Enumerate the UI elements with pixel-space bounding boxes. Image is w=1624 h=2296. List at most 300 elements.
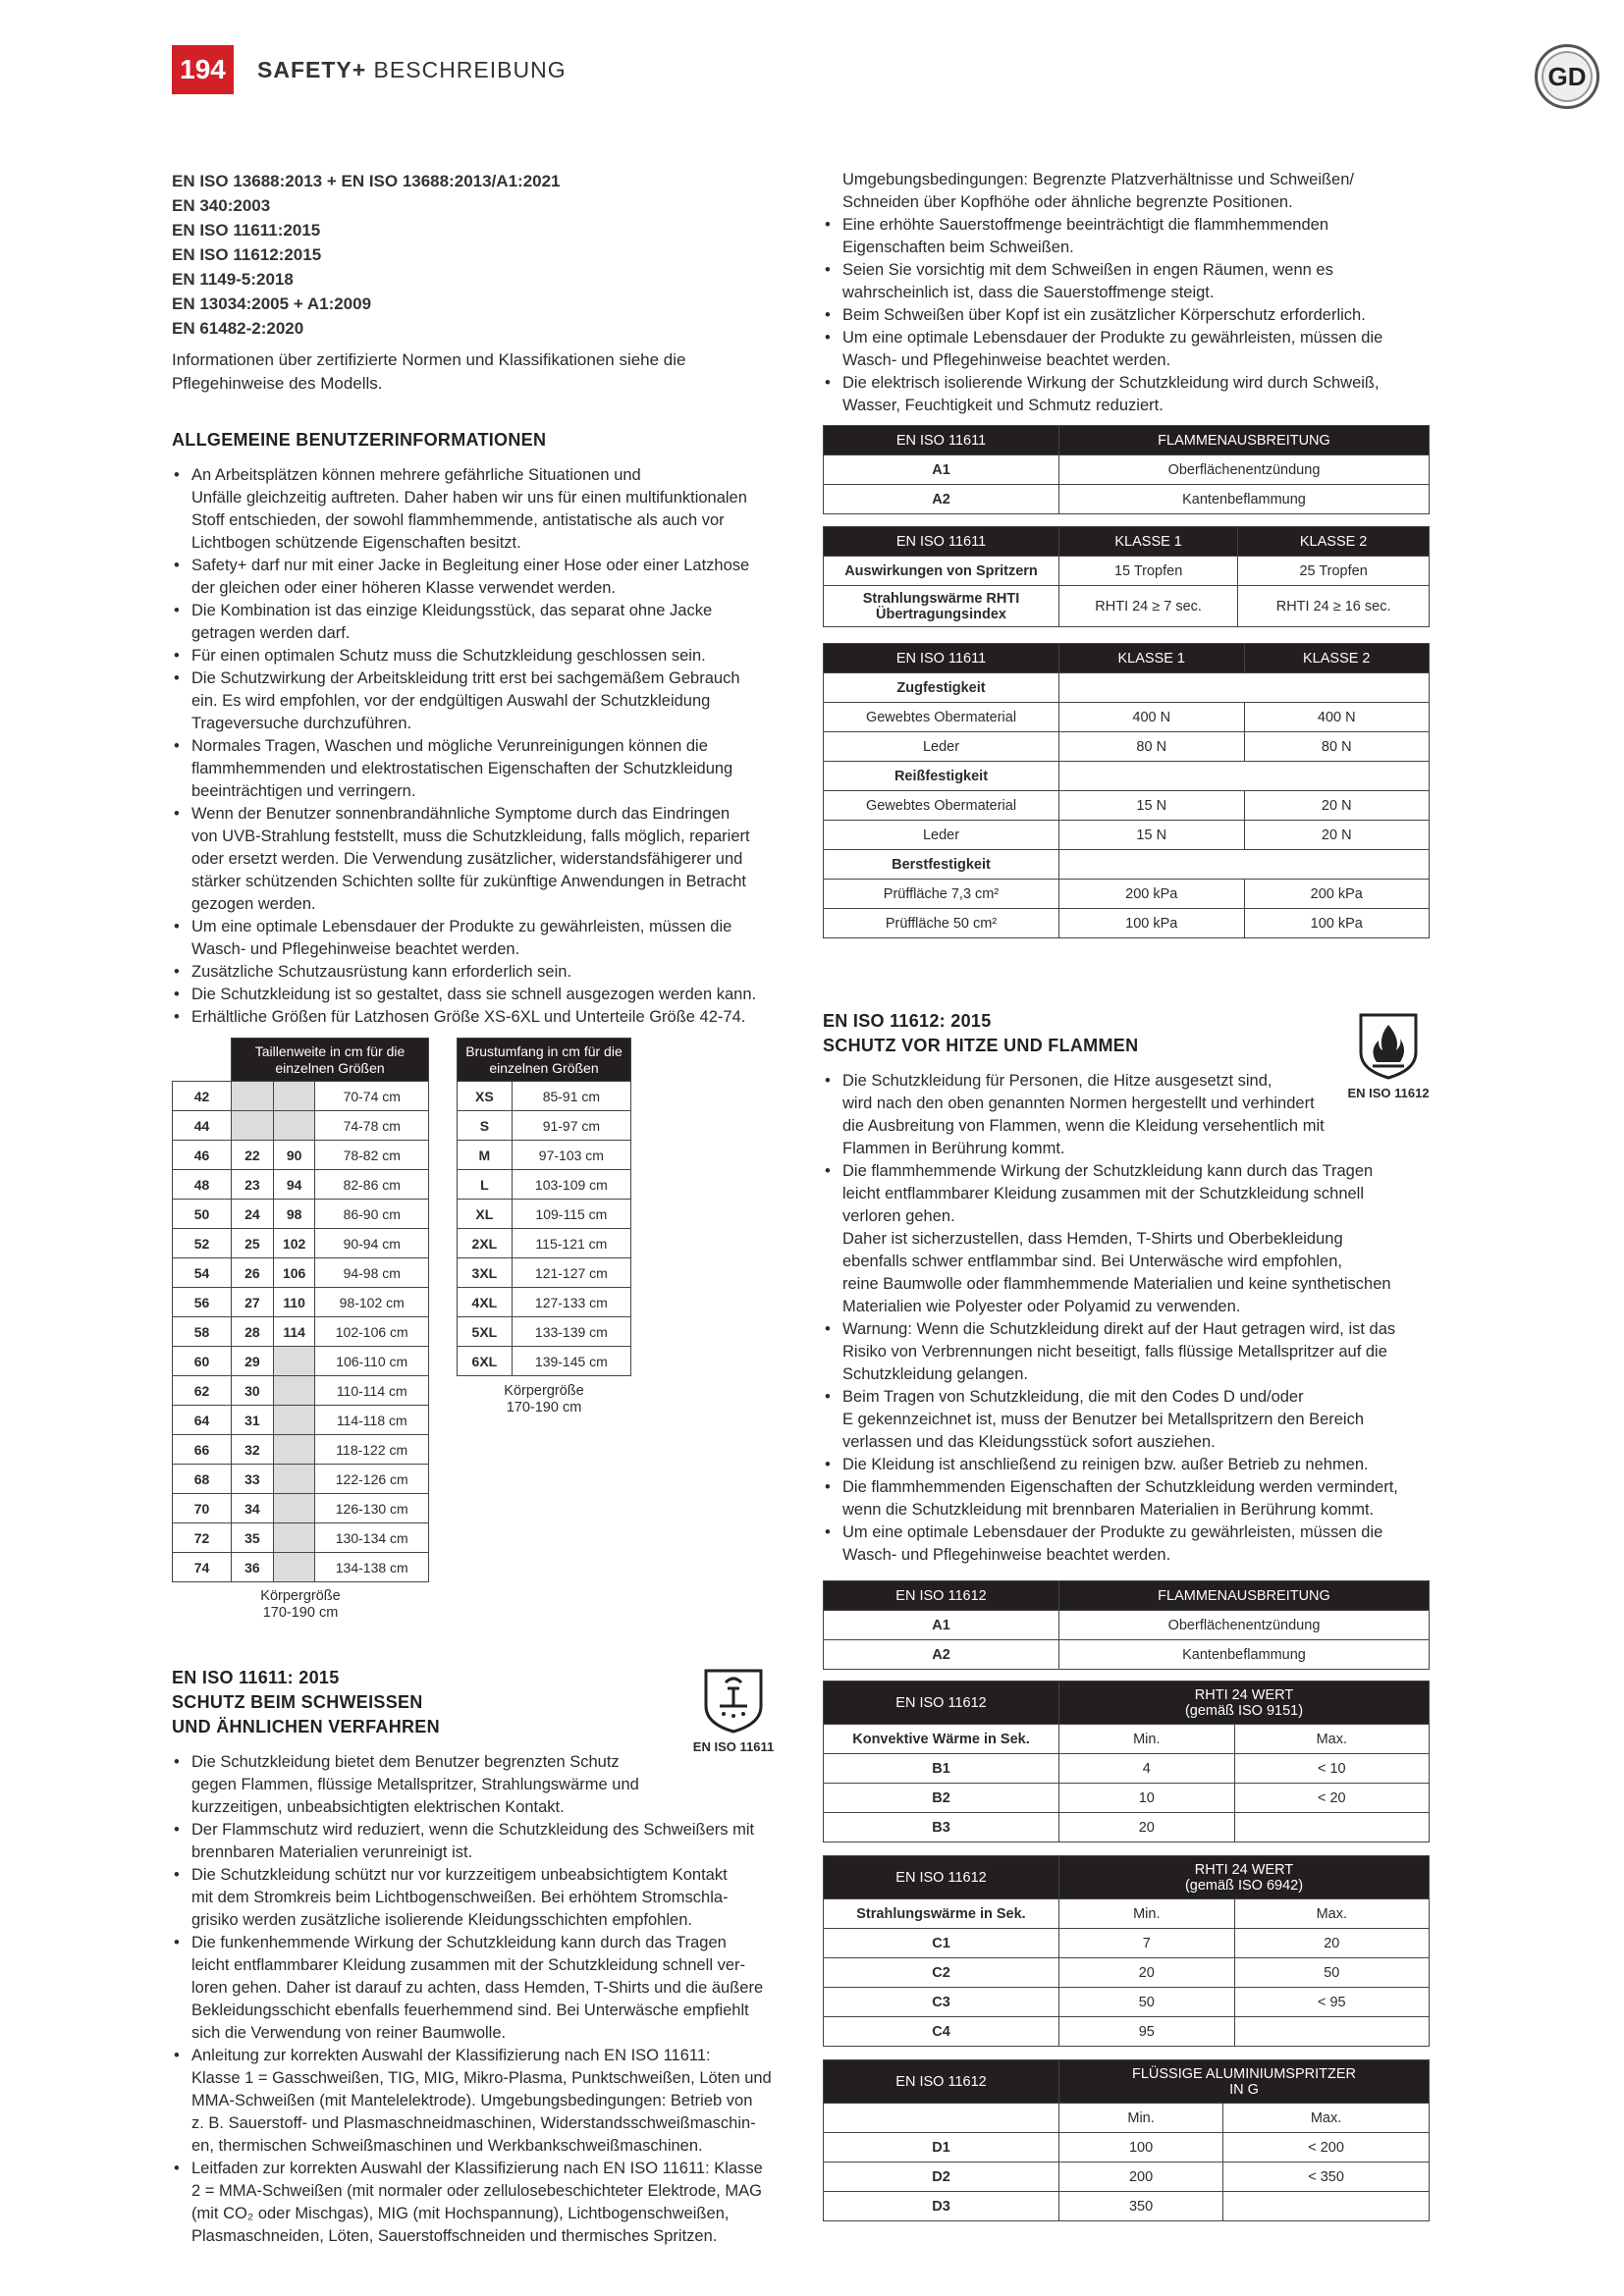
table-cell — [273, 1435, 315, 1465]
table-row — [458, 1347, 631, 1376]
table-cell: 114 — [273, 1317, 315, 1347]
table-cell: 91-97 cm — [512, 1111, 630, 1141]
table-cell: 42 — [173, 1082, 232, 1111]
bullet-item: • Die Schutzkleidung für Personen, die Hitze ausgesetzt sind, wird nach den oben genannten Normen hergestellt und verhindert die Ausbreitung von Flammen, wenn die Kleidung versehentlich mit Flammen in Berührung kommt. — [823, 1070, 1432, 1160]
table-header-line: FLÜSSIGE ALUMINIUMSPRITZER — [1131, 2065, 1356, 2082]
iso11611-strength-table — [823, 643, 1430, 938]
table-row — [173, 1170, 429, 1200]
table-cell: D1 — [824, 2133, 1059, 2163]
bullet-item: • Erhältliche Größen für Latzhosen Größe XS-6XL und Unterteile Größe 42-74. — [172, 1006, 781, 1029]
t11612-b-wrap — [823, 1681, 1430, 1842]
table-group-title: Zugfestigkeit — [824, 673, 1059, 703]
table-cell: 25 Tropfen — [1238, 557, 1430, 586]
table-cell: 400 N — [1244, 703, 1430, 732]
table-cell: Gewebtes Obermaterial — [824, 703, 1059, 732]
table-row — [824, 1611, 1430, 1640]
bullet-item: • Seien Sie vorsichtig mit dem Schweißen in engen Räumen, wenn es wahrscheinlich ist, dass die Sauerstoffmenge steigt. — [823, 259, 1432, 304]
table-header-row — [824, 1682, 1430, 1725]
table-group-row — [824, 673, 1430, 703]
table-cell: 126-130 cm — [315, 1494, 429, 1523]
bullet-item: • Die Kleidung ist anschließend zu reinigen bzw. außer Betrieb zu nehmen. — [823, 1454, 1432, 1476]
table-cell: 80 N — [1059, 732, 1245, 762]
table-row — [173, 1553, 429, 1582]
table-cell: D3 — [824, 2192, 1059, 2221]
table-subheader-cell — [824, 2104, 1059, 2133]
general-heading: ALLGEMEINE BENUTZERINFORMATIONEN — [172, 430, 547, 450]
table-subheader-row — [824, 2104, 1430, 2133]
table-row — [173, 1317, 429, 1347]
intro-text: Informationen über zertifizierte Normen und Klassifikationen siehe die Pflegehinweise des Modells. — [172, 350, 686, 393]
table-cell: 94 — [273, 1170, 315, 1200]
heading-line: UND ÄHNLICHEN VERFAHREN — [172, 1717, 440, 1736]
table-row — [173, 1406, 429, 1435]
table-cell: 200 kPa — [1059, 880, 1245, 909]
table-cell: 78-82 cm — [315, 1141, 429, 1170]
table-subheader-cell: Min. — [1059, 2104, 1223, 2133]
table-cell: 60 — [173, 1347, 232, 1376]
table-cell: 20 N — [1244, 821, 1430, 850]
table-row — [173, 1258, 429, 1288]
table-cell: 31 — [232, 1406, 274, 1435]
table-cell — [273, 1465, 315, 1494]
table-cell: 134-138 cm — [315, 1553, 429, 1582]
table-cell: 350 — [1059, 2192, 1223, 2221]
table-header-cell — [1059, 2060, 1430, 2104]
bullet-item: • Um eine optimale Lebensdauer der Produkte zu gewährleisten, müssen die Wasch- und Pflegehinweise beachtet werden. — [823, 1522, 1432, 1567]
table-cell: 52 — [173, 1229, 232, 1258]
table-cell: 100 kPa — [1244, 909, 1430, 938]
table-cell: RHTI 24 ≥ 7 sec. — [1059, 586, 1238, 627]
table-cell — [1059, 850, 1430, 880]
table-cell: 110-114 cm — [315, 1376, 429, 1406]
bullet-item: • Um eine optimale Lebensdauer der Produkte zu gewährleisten, müssen die Wasch- und Pflegehinweise beachtet werden. — [823, 327, 1432, 372]
table-subheader-cell: Max. — [1234, 1899, 1429, 1929]
flame-protection-icon — [1357, 1011, 1420, 1082]
table-cell: 80 N — [1244, 732, 1430, 762]
t11612-d-wrap — [823, 2059, 1430, 2221]
page-number: 194 — [172, 45, 234, 94]
table-row — [458, 1229, 631, 1258]
heading-line: SCHUTZ VOR HITZE UND FLAMMEN — [823, 1036, 1139, 1055]
table-cell: 20 — [1059, 1958, 1235, 1988]
table-cell: 64 — [173, 1406, 232, 1435]
page-title — [257, 57, 567, 83]
bullet-item: • Beim Tragen von Schutzkleidung, die mit den Codes D und/oder E gekennzeichnet ist, muss der Benutzer bei Metallspritzern den Bereich verlassen und das Kleidungsstück sofort ausziehen. — [823, 1386, 1432, 1454]
table-cell: 118-122 cm — [315, 1435, 429, 1465]
table-cell: 130-134 cm — [315, 1523, 429, 1553]
table-header-row — [824, 527, 1430, 557]
bullet-item: • Wenn der Benutzer sonnenbrandähnliche Symptome durch das Eindringen von UVB-Strahlung feststellt, muss die Schutzkleidung, falls möglich, repariert oder ersetzt werden. Die Verwendung zusätzlicher, widerstandsfähigerer und stärker schützenden Schichten sollte für zukünftige Anwendungen in Betracht gezogen werden. — [172, 803, 781, 916]
bullet-item: • Eine erhöhte Sauerstoffmenge beeinträchtigt die flammhemmenden Eigenschaften beim Schweißen. — [823, 214, 1432, 259]
title-rest: BESCHREIBUNG — [366, 57, 567, 82]
iso11612-flame-table — [823, 1580, 1430, 1670]
table-cell: 72 — [173, 1523, 232, 1553]
table-cell: M — [458, 1141, 513, 1170]
table-cell: RHTI 24 ≥ 16 sec. — [1238, 586, 1430, 627]
table-cell: L — [458, 1170, 513, 1200]
table-row — [173, 1200, 429, 1229]
table-cell: Gewebtes Obermaterial — [824, 791, 1059, 821]
table-cell: 109-115 cm — [512, 1200, 630, 1229]
standard-item: EN 13034:2005 + A1:2009 — [172, 294, 372, 313]
table-cell: 106 — [273, 1258, 315, 1288]
table-cell: 36 — [232, 1553, 274, 1582]
table-group-row — [824, 762, 1430, 791]
table-cell: 23 — [232, 1170, 274, 1200]
table-header-cell: KLASSE 2 — [1238, 527, 1430, 557]
standard-item: EN ISO 11611:2015 — [172, 221, 321, 240]
table-cell: 115-121 cm — [512, 1229, 630, 1258]
iso11611-heading — [172, 1666, 781, 1739]
table-row — [173, 1229, 429, 1258]
table-cell: 56 — [173, 1288, 232, 1317]
table-cell: 3XL — [458, 1258, 513, 1288]
table-subheader-cell: Konvektive Wärme in Sek. — [824, 1725, 1059, 1754]
table-group-row — [824, 850, 1430, 880]
table-cell: A1 — [824, 1611, 1059, 1640]
table-cell: 22 — [232, 1141, 274, 1170]
table-row — [458, 1141, 631, 1170]
table-cell: 103-109 cm — [512, 1170, 630, 1200]
table-cell: Oberflächenentzündung — [1059, 455, 1430, 485]
general-bullet-list — [172, 464, 781, 1029]
table-cell: 54 — [173, 1258, 232, 1288]
table-cell: 400 N — [1059, 703, 1245, 732]
standard-item: EN 61482-2:2020 — [172, 319, 304, 338]
table-cell: 62 — [173, 1376, 232, 1406]
table-header-line: RHTI 24 WERT — [1194, 1686, 1294, 1703]
continuation-text: Umgebungsbedingungen: Begrenzte Platzverhältnisse und Schweißen/ Schneiden über Kopfhöhe oder ähnliche begrenzte Positionen. — [842, 171, 1354, 211]
waist-table-header: Taillenweite in cm für die einzelnen Größen — [232, 1039, 429, 1082]
title-bold: SAFETY+ — [257, 57, 367, 82]
table-cell — [273, 1523, 315, 1553]
left-column-top — [172, 169, 781, 1029]
table-header-cell — [1059, 1856, 1430, 1899]
table-cell: Kantenbeflammung — [1059, 1640, 1430, 1670]
table-row — [824, 1813, 1430, 1842]
table-header-cell: FLAMMENAUSBREITUNG — [1059, 1581, 1430, 1611]
table-cell — [273, 1553, 315, 1582]
table-cell: 102 — [273, 1229, 315, 1258]
table-cell: 4XL — [458, 1288, 513, 1317]
table-row — [824, 703, 1430, 732]
right-column-top — [823, 169, 1432, 417]
table-cell: 20 — [1059, 1813, 1235, 1842]
iso11612-radiant-table — [823, 1855, 1430, 2047]
table-cell: 29 — [232, 1347, 274, 1376]
table-row — [458, 1200, 631, 1229]
bullet-item: • Die Schutzwirkung der Arbeitskleidung tritt erst bei sachgemäßem Gebrauch ein. Es wird empfohlen, vor der endgültigen Auswahl der Schutzkleidung Trageversuche durchzuführen. — [172, 667, 781, 735]
table-cell: 15 N — [1059, 791, 1245, 821]
table-header-cell: EN ISO 11611 — [824, 644, 1059, 673]
bullet-item: • Um eine optimale Lebensdauer der Produkte zu gewährleisten, müssen die Wasch- und Pflegehinweise beachtet werden. — [172, 916, 781, 961]
table-cell: 46 — [173, 1141, 232, 1170]
table-cell: < 10 — [1234, 1754, 1429, 1784]
table-header-cell: EN ISO 11611 — [824, 527, 1059, 557]
t11611-flame-wrap — [823, 425, 1430, 514]
table-row — [824, 2133, 1430, 2163]
table-header-cell: EN ISO 11612 — [824, 1581, 1059, 1611]
table-header-row — [824, 644, 1430, 673]
bullet-item: • Beim Schweißen über Kopf ist ein zusätzlicher Körperschutz erforderlich. — [823, 304, 1432, 327]
table-cell — [1234, 1813, 1429, 1842]
table-cell: 98 — [273, 1200, 315, 1229]
table-row — [173, 1082, 429, 1111]
table-row — [824, 1640, 1430, 1670]
bullet-item: • Für einen optimalen Schutz muss die Schutzkleidung geschlossen sein. — [172, 645, 781, 667]
bullet-item: • Die flammhemmenden Eigenschaften der Schutzkleidung werden vermindert, wenn die Schutzkleidung mit brennbaren Materialien in Berührung kommt. — [823, 1476, 1432, 1522]
table-row — [824, 880, 1430, 909]
waist-table-caption — [172, 1588, 429, 1622]
table-subheader-row — [824, 1725, 1430, 1754]
table-cell: 90-94 cm — [315, 1229, 429, 1258]
table-cell: 33 — [232, 1465, 274, 1494]
table-subheader-cell: Min. — [1059, 1899, 1235, 1929]
table-header-line: (gemäß ISO 6942) — [1184, 1877, 1304, 1894]
table-row — [824, 485, 1430, 514]
table-cell: 48 — [173, 1170, 232, 1200]
table-cell — [1059, 673, 1430, 703]
table-cell: 24 — [232, 1200, 274, 1229]
t11612-flame-wrap — [823, 1580, 1430, 1670]
bullet-item: • Die Schutzkleidung ist so gestaltet, dass sie schnell ausgezogen werden kann. — [172, 984, 781, 1006]
waist-size-table — [172, 1038, 429, 1582]
table-cell: < 95 — [1234, 1988, 1429, 2017]
table-cell: B3 — [824, 1813, 1059, 1842]
table-header-line: (gemäß ISO 9151) — [1184, 1702, 1304, 1719]
table-header-cell: EN ISO 11612 — [824, 1856, 1059, 1899]
bullet-item: • Zusätzliche Schutzausrüstung kann erforderlich sein. — [172, 961, 781, 984]
iso11612-heading — [823, 1009, 1432, 1058]
table-subheader-cell: Strahlungswärme in Sek. — [824, 1899, 1059, 1929]
standard-item: EN 340:2003 — [172, 196, 271, 215]
table-row — [824, 821, 1430, 850]
table-cell: 110 — [273, 1288, 315, 1317]
table-cell: XS — [458, 1082, 513, 1111]
table-cell: 26 — [232, 1258, 274, 1288]
table-cell: A2 — [824, 1640, 1059, 1670]
table-header-cell — [1059, 1682, 1430, 1725]
table-header-cell: EN ISO 11612 — [824, 2060, 1059, 2104]
chest-table-caption — [457, 1383, 631, 1416]
iso11612-aluminium-table — [823, 2059, 1430, 2221]
heading-line: SCHUTZ BEIM SCHWEISSEN — [172, 1692, 423, 1712]
table-cell — [273, 1082, 315, 1111]
heading-line: EN ISO 11612: 2015 — [823, 1011, 992, 1031]
standards-list — [172, 169, 781, 341]
iso11612-bullet-list — [823, 1070, 1432, 1567]
table-cell: 97-103 cm — [512, 1141, 630, 1170]
table-cell: 25 — [232, 1229, 274, 1258]
table-subheader-cell: Max. — [1234, 1725, 1429, 1754]
table-row — [458, 1288, 631, 1317]
table-cell: 100 — [1059, 2133, 1223, 2163]
welding-protection-icon — [702, 1667, 765, 1735]
table-row — [173, 1523, 429, 1553]
bullet-item: • Der Flammschutz wird reduziert, wenn die Schutzkleidung des Schweißers mit brennbaren Materialien verunreinigt ist. — [172, 1819, 781, 1864]
bullet-item: • Leitfaden zur korrekten Auswahl der Klassifizierung nach EN ISO 11611: Klasse 2 = MMA-Schweißen (mit normaler oder zellulosebeschichteter Elektrode, MAG (mit CO₂ oder Mischgas), MIG (mit Hochspannung), Lichtbogenschweißen, Plasmaschneiden, Löten, Sauerstoffschneiden und thermisches Spritzen. — [172, 2158, 781, 2248]
table-cell: 102-106 cm — [315, 1317, 429, 1347]
table-cell: 139-145 cm — [512, 1347, 630, 1376]
waist-size-table-wrap — [172, 1038, 429, 1582]
standard-item: EN ISO 11612:2015 — [172, 245, 322, 264]
table-row — [824, 909, 1430, 938]
standard-item: EN ISO 13688:2013 + EN ISO 13688:2013/A1:2021 — [172, 172, 561, 190]
table-row — [173, 1376, 429, 1406]
bullet-item: • Safety+ darf nur mit einer Jacke in Begleitung einer Hose oder einer Latzhose der gleichen oder einer höheren Klasse verwendet werden. — [172, 555, 781, 600]
table-header-cell: KLASSE 1 — [1059, 527, 1238, 557]
right-top-bullet-list — [823, 214, 1432, 417]
iso11611-flame-table — [823, 425, 1430, 514]
bullet-item: • An Arbeitsplätzen können mehrere gefährliche Situationen und Unfälle gleichzeitig auftreten. Daher haben wir uns für einen multifunktionalen Stoff entschieden, der sowohl flammhemmende, antistatische als auch vor Lichtbogen schützende Eigenschaften besitzt. — [172, 464, 781, 555]
table-row — [824, 2017, 1430, 2047]
table-header-row — [824, 1856, 1430, 1899]
table-row — [824, 557, 1430, 586]
table-cell: 35 — [232, 1523, 274, 1553]
waist-caption-text: Körpergröße 170-190 cm — [260, 1588, 341, 1621]
table-cell: 86-90 cm — [315, 1200, 429, 1229]
table-cell: Prüffläche 7,3 cm² — [824, 880, 1059, 909]
table-cell: 94-98 cm — [315, 1258, 429, 1288]
bullet-item: • Anleitung zur korrekten Auswahl der Klassifizierung nach EN ISO 11611: Klasse 1 = Gasschweißen, TIG, MIG, Mikro-Plasma, Punktschweißen, Löten und MMA-Schweißen (mit Mantelelektrode). Umgebungsbedingungen: Betrieb von z. B. Sauerstoff- und Plasmaschneidmaschinen, Widerstandsschweißmaschin- en, thermischen Schweißmaschinen und Werkbankschweißmaschinen. — [172, 2045, 781, 2158]
table-cell: < 20 — [1234, 1784, 1429, 1813]
bullet-item: • Die funkenhemmende Wirkung der Schutzkleidung kann durch das Tragen leicht entflammbarer Kleidung zusammen mit der Schutzkleidung schnell ver- loren gehen. Daher ist darauf zu achten, dass Hemden, T-Shirts und die äußere Bekleidungsschicht ebenfalls feuerhemmend sind. Bei Unterwäsche empfiehlt sich die Verwendung von reiner Baumwolle. — [172, 1932, 781, 2045]
table-cell: B1 — [824, 1754, 1059, 1784]
bullet-item: • Die elektrisch isolierende Wirkung der Schutzkleidung wird durch Schweiß, Wasser, Feuchtigkeit und Schmutz reduziert. — [823, 372, 1432, 417]
table-header-cell: KLASSE 2 — [1244, 644, 1430, 673]
table-header-row — [824, 426, 1430, 455]
table-group-title: Berstfestigkeit — [824, 850, 1059, 880]
table-header-row — [824, 1581, 1430, 1611]
bullet-item: • Normales Tragen, Waschen und mögliche Verunreinigungen können die flammhemmenden und elektrostatischen Eigenschaften der Schutzkleidung beeinträchtigen und verringern. — [172, 735, 781, 803]
table-cell — [232, 1111, 274, 1141]
table-cell: Auswirkungen von Spritzern — [824, 557, 1059, 586]
table-row — [824, 1754, 1430, 1784]
table-subheader-row — [824, 1899, 1430, 1929]
table-cell: 121-127 cm — [512, 1258, 630, 1288]
table-cell: C1 — [824, 1929, 1059, 1958]
table-group-title: Reißfestigkeit — [824, 762, 1059, 791]
table-cell: 20 N — [1244, 791, 1430, 821]
table-cell: 50 — [1059, 1988, 1235, 2017]
table-cell: Strahlungswärme RHTI Übertragungsindex — [824, 586, 1059, 627]
table-row — [173, 1494, 429, 1523]
iso11611-icon-label: EN ISO 11611 — [692, 1739, 775, 1754]
table-cell: 127-133 cm — [512, 1288, 630, 1317]
heading-line: EN ISO 11611: 2015 — [172, 1668, 340, 1687]
table-header-row — [824, 2060, 1430, 2104]
table-row — [458, 1258, 631, 1288]
table-header-cell: EN ISO 11612 — [824, 1682, 1059, 1725]
table-cell: Kantenbeflammung — [1059, 485, 1430, 514]
table-cell: 50 — [1234, 1958, 1429, 1988]
table-cell: 20 — [1234, 1929, 1429, 1958]
table-cell: A2 — [824, 485, 1059, 514]
chest-caption-text: Körpergröße 170-190 cm — [504, 1383, 584, 1415]
table-cell — [273, 1347, 315, 1376]
table-cell: 2XL — [458, 1229, 513, 1258]
table-cell: 10 — [1059, 1784, 1235, 1813]
chest-size-table — [457, 1038, 631, 1376]
table-row — [824, 455, 1430, 485]
iso11611-bullet-list — [172, 1751, 781, 2248]
bullet-item: • Die Schutzkleidung schützt nur vor kurzzeitigem unbeabsichtigtem Kontakt mit dem Stromkreis beim Lichtbogenschweißen. Bei erhöhtem Stromschla- grisiko werden zusätzliche isolierende Kleidungsschichten empfohlen. — [172, 1864, 781, 1932]
table-cell: 90 — [273, 1141, 315, 1170]
table-cell: 82-86 cm — [315, 1170, 429, 1200]
iso11612-convective-table — [823, 1681, 1430, 1842]
table-cell: 5XL — [458, 1317, 513, 1347]
table-cell: 58 — [173, 1317, 232, 1347]
table-cell: 85-91 cm — [512, 1082, 630, 1111]
table-cell: 122-126 cm — [315, 1465, 429, 1494]
table-cell: C4 — [824, 2017, 1059, 2047]
table-cell — [1059, 762, 1430, 791]
table-cell — [273, 1111, 315, 1141]
table-header-cell: FLAMMENAUSBREITUNG — [1059, 426, 1430, 455]
table-row — [173, 1141, 429, 1170]
table-cell: B2 — [824, 1784, 1059, 1813]
table-cell: 106-110 cm — [315, 1347, 429, 1376]
table-cell: D2 — [824, 2163, 1059, 2192]
table-header-cell: KLASSE 1 — [1059, 644, 1245, 673]
table-cell: XL — [458, 1200, 513, 1229]
table-cell: 4 — [1059, 1754, 1235, 1784]
table-row — [824, 732, 1430, 762]
table-cell — [273, 1376, 315, 1406]
table-cell: 70 — [173, 1494, 232, 1523]
table-cell — [273, 1494, 315, 1523]
table-cell: 66 — [173, 1435, 232, 1465]
table-row — [824, 2163, 1430, 2192]
table-cell: 34 — [232, 1494, 274, 1523]
table-row — [173, 1111, 429, 1141]
t11611-strength-wrap — [823, 643, 1430, 938]
chest-table-header: Brustumfang in cm für die einzelnen Größen — [458, 1039, 631, 1082]
table-cell: S — [458, 1111, 513, 1141]
table-row — [824, 1784, 1430, 1813]
table-cell — [273, 1406, 315, 1435]
table-header-line: RHTI 24 WERT — [1194, 1861, 1294, 1878]
iso11611-class-table — [823, 526, 1430, 627]
table-subheader-cell: Max. — [1223, 2104, 1430, 2133]
table-row — [824, 1958, 1430, 1988]
table-cell: < 350 — [1223, 2163, 1430, 2192]
table-cell: 74 — [173, 1553, 232, 1582]
table-cell: 50 — [173, 1200, 232, 1229]
table-row — [824, 1929, 1430, 1958]
table-cell — [1223, 2192, 1430, 2221]
t11612-c-wrap — [823, 1855, 1430, 2047]
table-row — [173, 1347, 429, 1376]
table-subheader-cell: Min. — [1059, 1725, 1235, 1754]
bullet-item: • Die Schutzkleidung bietet dem Benutzer begrenzten Schutz gegen Flammen, flüssige Metallspritzer, Strahlungswärme und kurzzeitigen, unbeabsichtigten elektrischen Kontakt. — [172, 1751, 781, 1819]
table-cell: 27 — [232, 1288, 274, 1317]
table-row — [458, 1170, 631, 1200]
table-row — [458, 1111, 631, 1141]
table-cell: 6XL — [458, 1347, 513, 1376]
table-cell: 200 kPa — [1244, 880, 1430, 909]
table-cell: 28 — [232, 1317, 274, 1347]
table-cell: < 200 — [1223, 2133, 1430, 2163]
table-cell: 133-139 cm — [512, 1317, 630, 1347]
table-cell: 15 N — [1059, 821, 1245, 850]
table-cell: 200 — [1059, 2163, 1223, 2192]
table-row — [824, 791, 1430, 821]
table-row — [173, 1465, 429, 1494]
table-cell: C2 — [824, 1958, 1059, 1988]
table-cell: 44 — [173, 1111, 232, 1141]
table-cell: 74-78 cm — [315, 1111, 429, 1141]
